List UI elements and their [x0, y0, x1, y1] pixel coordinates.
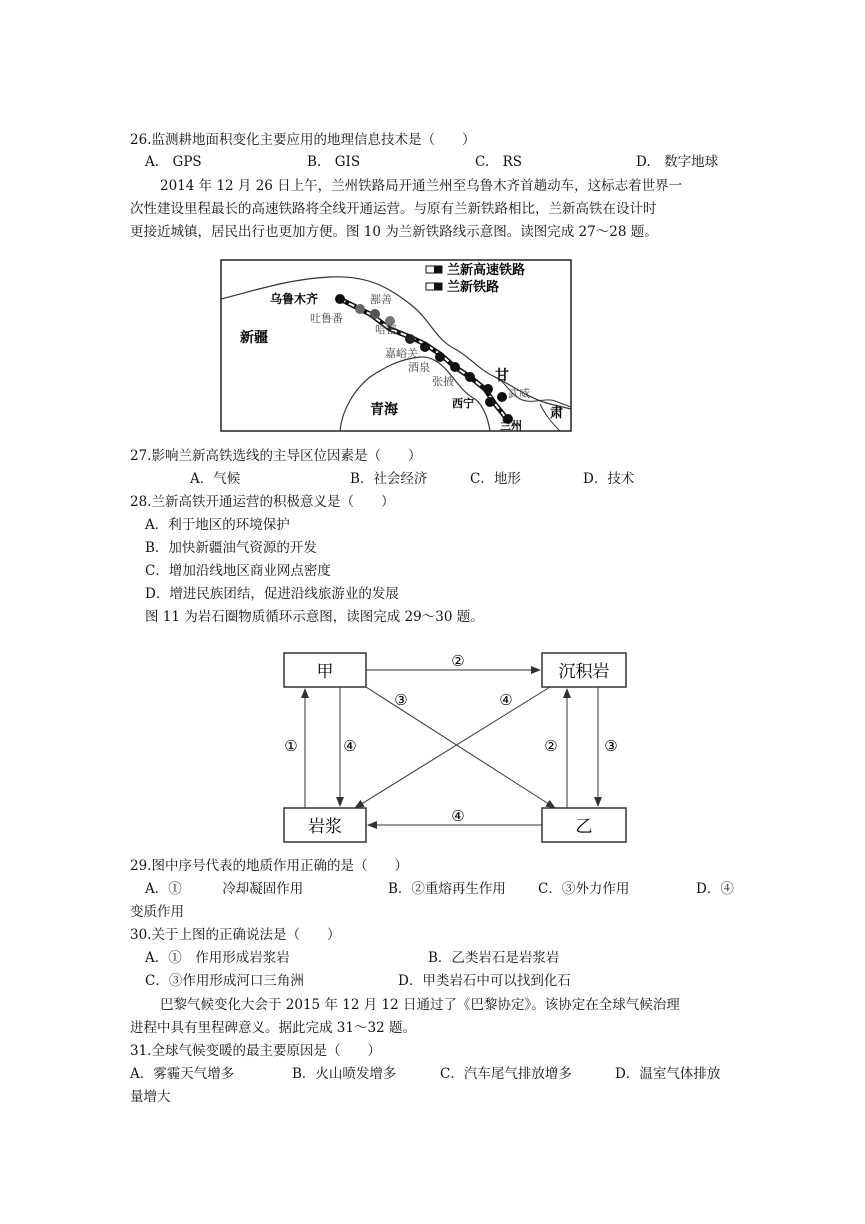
legend-high-speed: 兰新高速铁路	[447, 263, 526, 278]
q31-option-c: C．汽车尾气排放增多	[440, 1066, 572, 1082]
label-sedimentary-rock: 沉积岩	[558, 662, 610, 682]
q30-stem: 30.关于上图的正确说法是（ ）	[130, 927, 341, 943]
q28-option-d: D．增进民族团结，促进沿线旅游业的发展	[145, 586, 399, 602]
num-4-left: ④	[343, 737, 357, 755]
city-turpan: 吐鲁番	[310, 312, 343, 325]
city-hami: 哈密	[375, 323, 397, 336]
q28-option-a: A．利于地区的环境保护	[145, 517, 290, 533]
num-4-diag: ④	[499, 691, 513, 709]
station-dot	[497, 392, 507, 402]
q29-stem: 29.图中序号代表的地质作用正确的是（ ）	[130, 858, 408, 874]
station-dot	[370, 309, 380, 319]
q31-option-a: A．雾霾天气增多	[130, 1066, 235, 1082]
q27-option-c: C．地形	[470, 471, 521, 487]
q26-option-c: C. RS	[475, 154, 523, 170]
q29-option-b: B．②重熔再生作用	[388, 881, 506, 897]
city-lanzhou: 兰州	[500, 419, 522, 432]
station-dot	[420, 342, 430, 352]
station-dot	[465, 372, 475, 382]
q29-option-a: A．① 冷却凝固作用	[145, 881, 304, 897]
q27-option-d: D．技术	[583, 471, 635, 487]
intro-31-line-1: 巴黎气候变化大会于 2015 年 12 月 12 日通过了《巴黎协定》。该协定在全球气候治理	[160, 997, 680, 1013]
q26-option-d: D. 数字地球	[636, 154, 719, 170]
station-dot	[335, 294, 345, 304]
region-xinjiang: 新疆	[240, 330, 268, 346]
q31-stem: 31.全球气候变暖的最主要原因是（ ）	[130, 1043, 381, 1059]
num-2-right: ②	[544, 737, 558, 755]
region-qinghai: 青海	[370, 402, 398, 418]
q31-option-d-continued: 量增大	[130, 1089, 171, 1105]
station-dot	[405, 334, 415, 344]
legend-old-railway: 兰新铁路	[447, 280, 500, 295]
q30-option-a: A．① 作用形成岩浆岩	[145, 950, 290, 966]
station-dot	[450, 362, 460, 372]
intro-27-line-2: 次性建设里程最长的高速铁路将全线开通运营。与原有兰新铁路相比，兰新高铁在设计时	[130, 201, 657, 217]
q26-option-a: A. GPS	[145, 154, 202, 170]
label-yi: 乙	[575, 817, 593, 837]
q30-option-d: D．甲类岩石中可以找到化石	[398, 973, 571, 989]
num-4-bottom: ④	[451, 807, 465, 825]
q27-option-b: B．社会经济	[350, 471, 428, 487]
city-shanshan: 鄯善	[370, 293, 392, 306]
city-urumqi: 乌鲁木齐	[270, 292, 319, 306]
num-1-left: ①	[284, 737, 298, 755]
q29-option-d: D．④	[696, 881, 734, 897]
station-dot	[355, 304, 365, 314]
q27-stem: 27.影响兰新高铁选线的主导区位因素是（ ）	[130, 448, 422, 464]
q30-option-b: B．乙类岩石是岩浆岩	[428, 950, 560, 966]
q31-option-b: B．火山喷发增多	[292, 1066, 397, 1082]
region-gan: 甘	[495, 368, 509, 384]
num-3-right: ③	[604, 737, 618, 755]
city-zhangye: 张掖	[432, 375, 454, 388]
q26-stem: 26.监测耕地面积变化主要应用的地理信息技术是（ ）	[130, 132, 476, 148]
region-su: 肃	[550, 406, 564, 421]
station-dot	[483, 384, 493, 394]
q29-option-c: C．③外力作用	[538, 881, 630, 897]
q28-stem: 28.兰新高铁开通运营的积极意义是（ ）	[130, 494, 395, 510]
label-jia: 甲	[316, 662, 334, 682]
q29-option-d-continued: 变质作用	[130, 904, 184, 920]
intro-31-line-2: 进程中具有里程碑意义。据此完成 31～32 题。	[130, 1020, 416, 1036]
station-dot	[435, 352, 445, 362]
intro-29: 图 11 为岩石圈物质循环示意图，读图完成 29～30 题。	[145, 609, 484, 625]
num-3-diag: ③	[394, 691, 408, 709]
city-jiayuguan: 嘉峪关	[385, 347, 418, 360]
station-dot	[485, 397, 495, 407]
city-xining: 西宁	[452, 397, 474, 410]
city-jiuquan: 酒泉	[408, 361, 430, 374]
city-wuwei: 武威	[508, 387, 530, 400]
rock-cycle-diagram	[280, 648, 630, 844]
num-2-top: ②	[451, 652, 465, 670]
intro-27-line-3: 更接近城镇，居民出行也更加方便。图 10 为兰新铁路线示意图。读图完成 27～28 题。	[130, 224, 658, 240]
q28-option-c: C．增加沿线地区商业网点密度	[145, 563, 331, 579]
intro-27-line-1: 2014 年 12 月 26 日上午，兰州铁路局开通兰州至乌鲁木齐首趟动车，这标志着世界一	[160, 178, 683, 194]
q28-option-b: B．加快新疆油气资源的开发	[145, 540, 317, 556]
q26-option-b: B. GIS	[307, 154, 361, 170]
label-magma: 岩浆	[308, 817, 342, 837]
railway-map	[220, 259, 572, 432]
q30-option-c: C．③作用形成河口三角洲	[145, 973, 304, 989]
q27-option-a: A．气候	[190, 471, 241, 487]
arrow-sediment-to-magma	[355, 687, 550, 808]
q31-option-d: D．温室气体排放	[615, 1066, 721, 1082]
